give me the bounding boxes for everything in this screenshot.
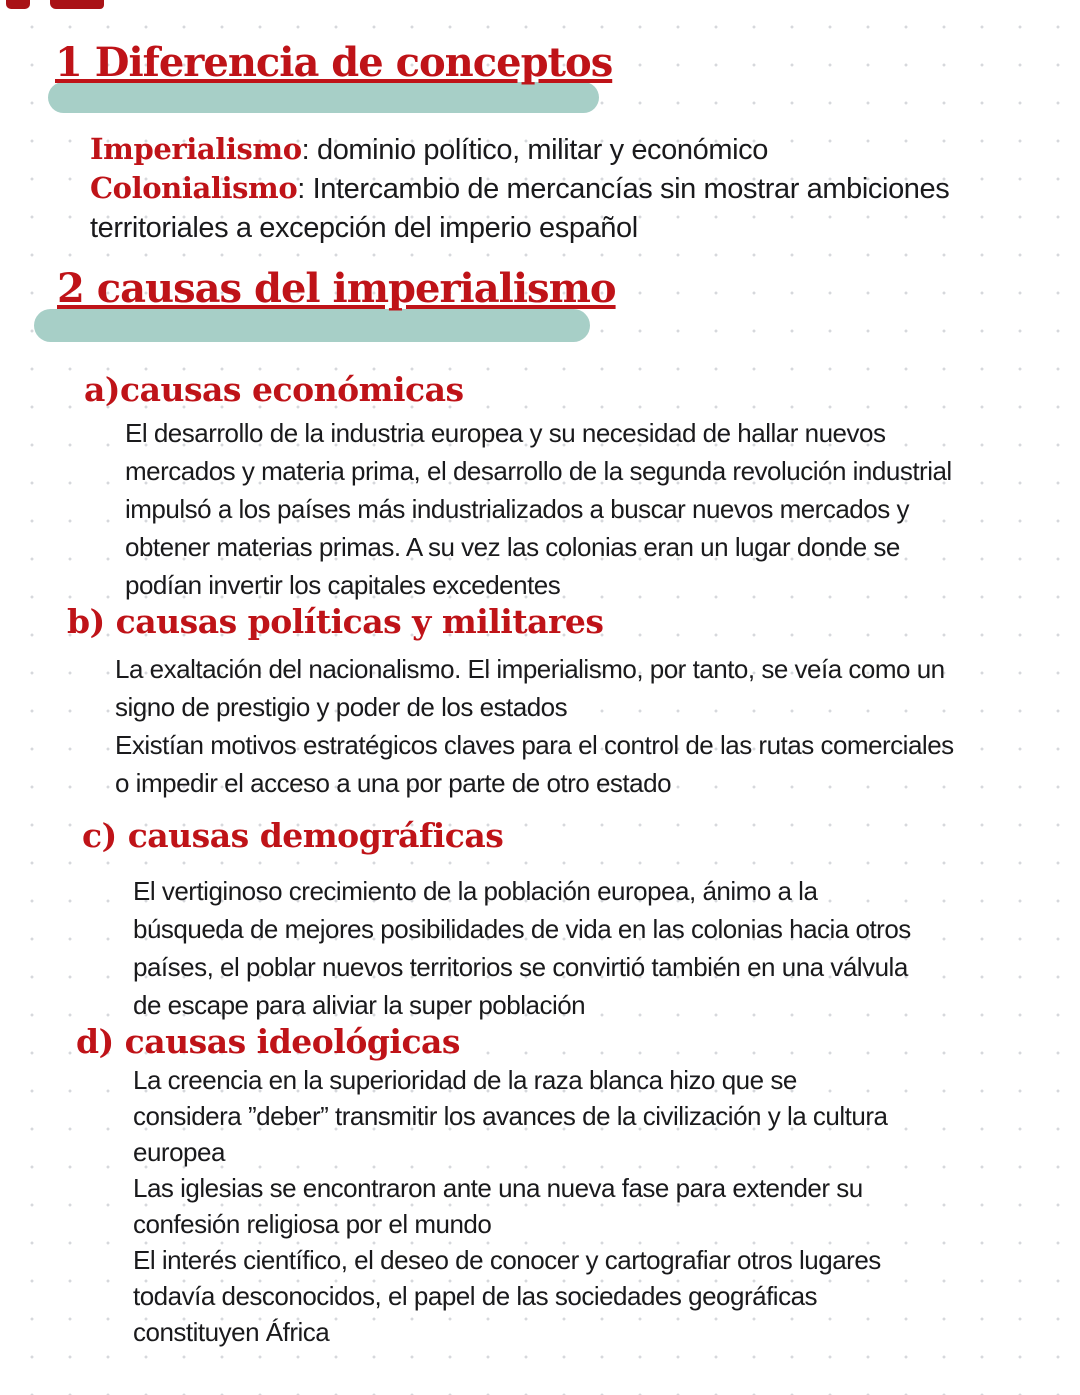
text-line: La exaltación del nacionalismo. El imperialismo, por tanto, se veía como un	[115, 654, 945, 684]
definition-text: : dominio político, militar y económico	[301, 134, 768, 166]
text-line: mercados y materia prima, el desarrollo de la segunda revolución industrial	[125, 456, 952, 486]
subheading-causas-politicas-militares: b) causas políticas y militares	[67, 602, 604, 641]
definition-line	[90, 208, 949, 247]
text-line: Existían motivos estratégicos claves para el control de las rutas comerciales	[115, 730, 954, 760]
subheading-causas-demograficas: c) causas demográficas	[82, 816, 504, 855]
term-imperialismo: Imperialismo	[90, 132, 302, 166]
concept-definitions	[90, 130, 949, 247]
text-line: países, el poblar nuevos territorios se convirtió también en una válvula	[133, 952, 908, 982]
text-line: considera ”deber” transmitir los avances de la civilización y la cultura	[133, 1101, 888, 1131]
text-line: constituyen África	[133, 1317, 330, 1347]
text-line: El desarrollo de la industria europea y su necesidad de hallar nuevos	[125, 418, 886, 448]
paragraph-causas-ideologicas	[133, 1062, 887, 1350]
section-1-heading: 1 Diferencia de conceptos	[55, 39, 613, 86]
text-line: signo de prestigio y poder de los estados	[115, 692, 568, 722]
paragraph-causas-politicas-militares	[115, 650, 954, 802]
definition-text: : Intercambio de mercancías sin mostrar ambiciones	[297, 173, 950, 205]
teal-highlight-bar	[48, 82, 599, 113]
paragraph-causas-demograficas	[133, 872, 911, 1024]
text-line: confesión religiosa por el mundo	[133, 1209, 492, 1239]
section-2-heading: 2 causas del imperialismo	[57, 265, 616, 312]
definition-line	[90, 169, 949, 208]
text-line: europea	[133, 1137, 225, 1167]
text-line: búsqueda de mejores posibilidades de vida en las colonias hacia otros	[133, 914, 911, 944]
text-line: obtener materias primas. A su vez las colonias eran un lugar donde se	[125, 532, 900, 562]
subheading-causas-ideologicas: d) causas ideológicas	[76, 1022, 461, 1061]
cut-off-text-mark	[6, 0, 30, 9]
teal-highlight-bar	[34, 309, 590, 342]
text-line: Las iglesias se encontraron ante una nueva fase para extender su	[133, 1173, 863, 1203]
definition-text: territoriales a excepción del imperio español	[90, 212, 638, 244]
subheading-causas-economicas: a)causas económicas	[84, 370, 464, 409]
text-line: El vertiginoso crecimiento de la población europea, ánimo a la	[133, 876, 818, 906]
paragraph-causas-economicas	[125, 414, 952, 604]
text-line: El interés científico, el deseo de conocer y cartografiar otros lugares	[133, 1245, 881, 1275]
cut-off-text-mark	[50, 0, 104, 9]
term-colonialismo: Colonialismo	[90, 171, 298, 205]
definition-line	[90, 130, 949, 169]
text-line: o impedir el acceso a una por parte de otro estado	[115, 768, 672, 798]
text-line: todavía desconocidos, el papel de las sociedades geográficas	[133, 1281, 818, 1311]
text-line: podían invertir los capitales excedentes	[125, 570, 561, 600]
text-line: impulsó a los países más industrializados a buscar nuevos mercados y	[125, 494, 909, 524]
text-line: La creencia en la superioridad de la raza blanca hizo que se	[133, 1065, 797, 1095]
text-line: de escape para aliviar la super población	[133, 990, 586, 1020]
